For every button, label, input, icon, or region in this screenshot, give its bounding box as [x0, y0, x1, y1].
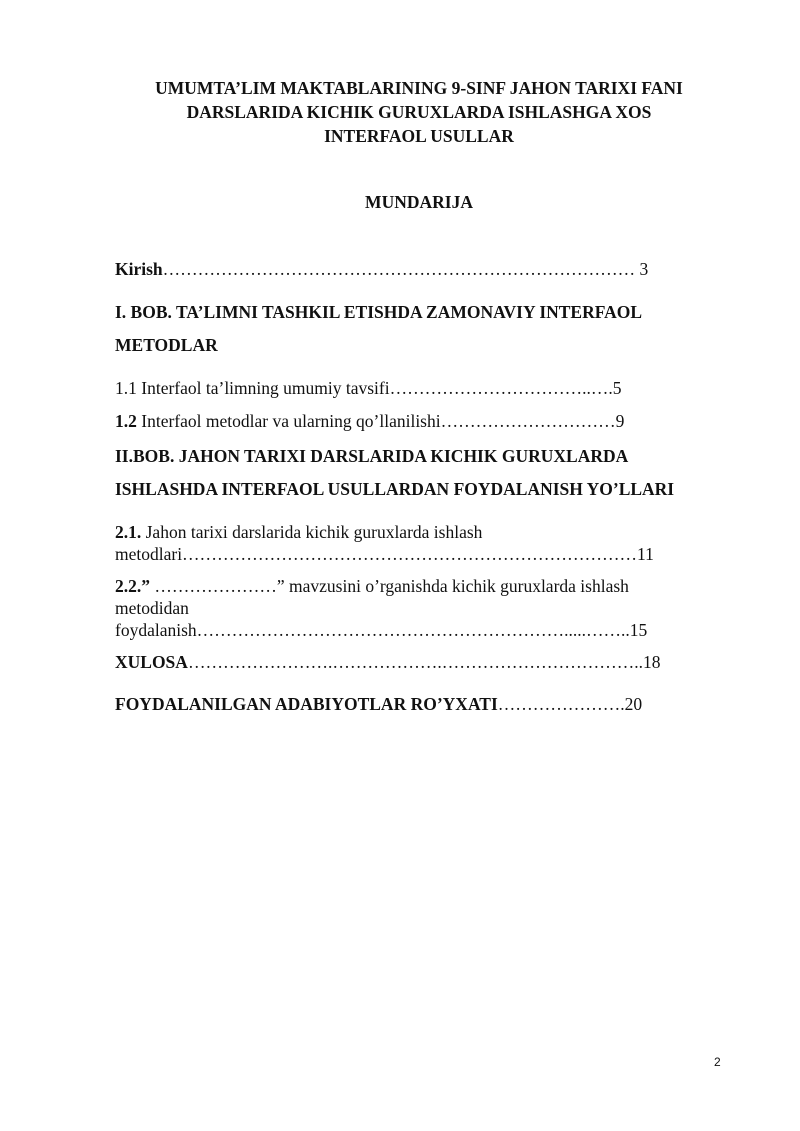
toc-2-2-text: …………………” mavzusini o’rganishda kichik guruxlarda ishlash — [150, 576, 629, 596]
toc-heading: MUNDARIJA — [365, 192, 473, 212]
toc-entry-1-2 — [115, 411, 624, 432]
toc-2-1-number: 2.1. — [115, 522, 142, 542]
toc-2-1-continuation: metodlari……………………………………………………………………11 — [115, 544, 654, 564]
toc-entry-2-1 — [115, 522, 482, 543]
toc-entry-conclusion — [115, 652, 660, 673]
toc-1-2-number: 1.2 — [115, 411, 137, 431]
page-number: 2 — [714, 1055, 721, 1069]
toc-2-2-continuation-2: foydalanish……………………………………………………….....……..15 — [115, 620, 648, 640]
toc-entry-2-2 — [115, 576, 629, 597]
title-line-3: INTERFAOL USULLAR — [324, 126, 514, 146]
toc-references-label: FOYDALANILGAN ADABIYOTLAR RO’YXATI — [115, 694, 498, 714]
toc-2-1-text: Jahon tarixi darslarida kichik guruxlarda ishlash — [141, 522, 483, 542]
title-line-1: UMUMTA’LIM MAKTABLARINING 9-SINF JAHON TARIXI FANI — [155, 78, 683, 98]
toc-intro-label: Kirish — [115, 259, 163, 279]
toc-chapter2-line2: ISHLASHDA INTERFAOL USULLARDAN FOYDALANISH YO’LLARI — [115, 479, 675, 499]
toc-conclusion-label: XULOSA — [115, 652, 188, 672]
toc-chapter2-line1: II.BOB. JAHON TARIXI DARSLARIDA KICHIK GURUXLARDA — [115, 446, 629, 466]
document-title — [100, 76, 738, 148]
toc-2-2-number: 2.2.” — [115, 576, 150, 596]
toc-1-2-text: Interfaol metodlar va ularning qo’llanilishi…………………………9 — [136, 411, 625, 431]
toc-chapter1-line1: I. BOB. TA’LIMNI TASHKIL ETISHDA ZAMONAVIY INTERFAOL — [115, 302, 643, 322]
toc-entry-intro — [115, 259, 648, 280]
toc-references-dots: …………………. — [497, 694, 625, 714]
title-line-2: DARSLARIDA KICHIK GURUXLARDA ISHLASHGA XOS — [186, 102, 652, 122]
toc-conclusion-page: 18 — [642, 652, 661, 672]
toc-references-page: 20 — [624, 694, 643, 714]
toc-entry-1-1: 1.1 Interfaol ta’limning umumiy tavsifi……………………………..….5 — [115, 378, 622, 398]
toc-chapter1-line2: METODLAR — [115, 335, 218, 355]
toc-intro-page: 3 — [639, 259, 649, 279]
toc-2-2-continuation-1: metodidan — [115, 598, 189, 618]
toc-intro-dots: ……………………………………………………………………… — [162, 259, 640, 279]
toc-conclusion-dots: …………………….……………….…………………………….. — [187, 652, 643, 672]
toc-entry-references — [115, 694, 642, 715]
